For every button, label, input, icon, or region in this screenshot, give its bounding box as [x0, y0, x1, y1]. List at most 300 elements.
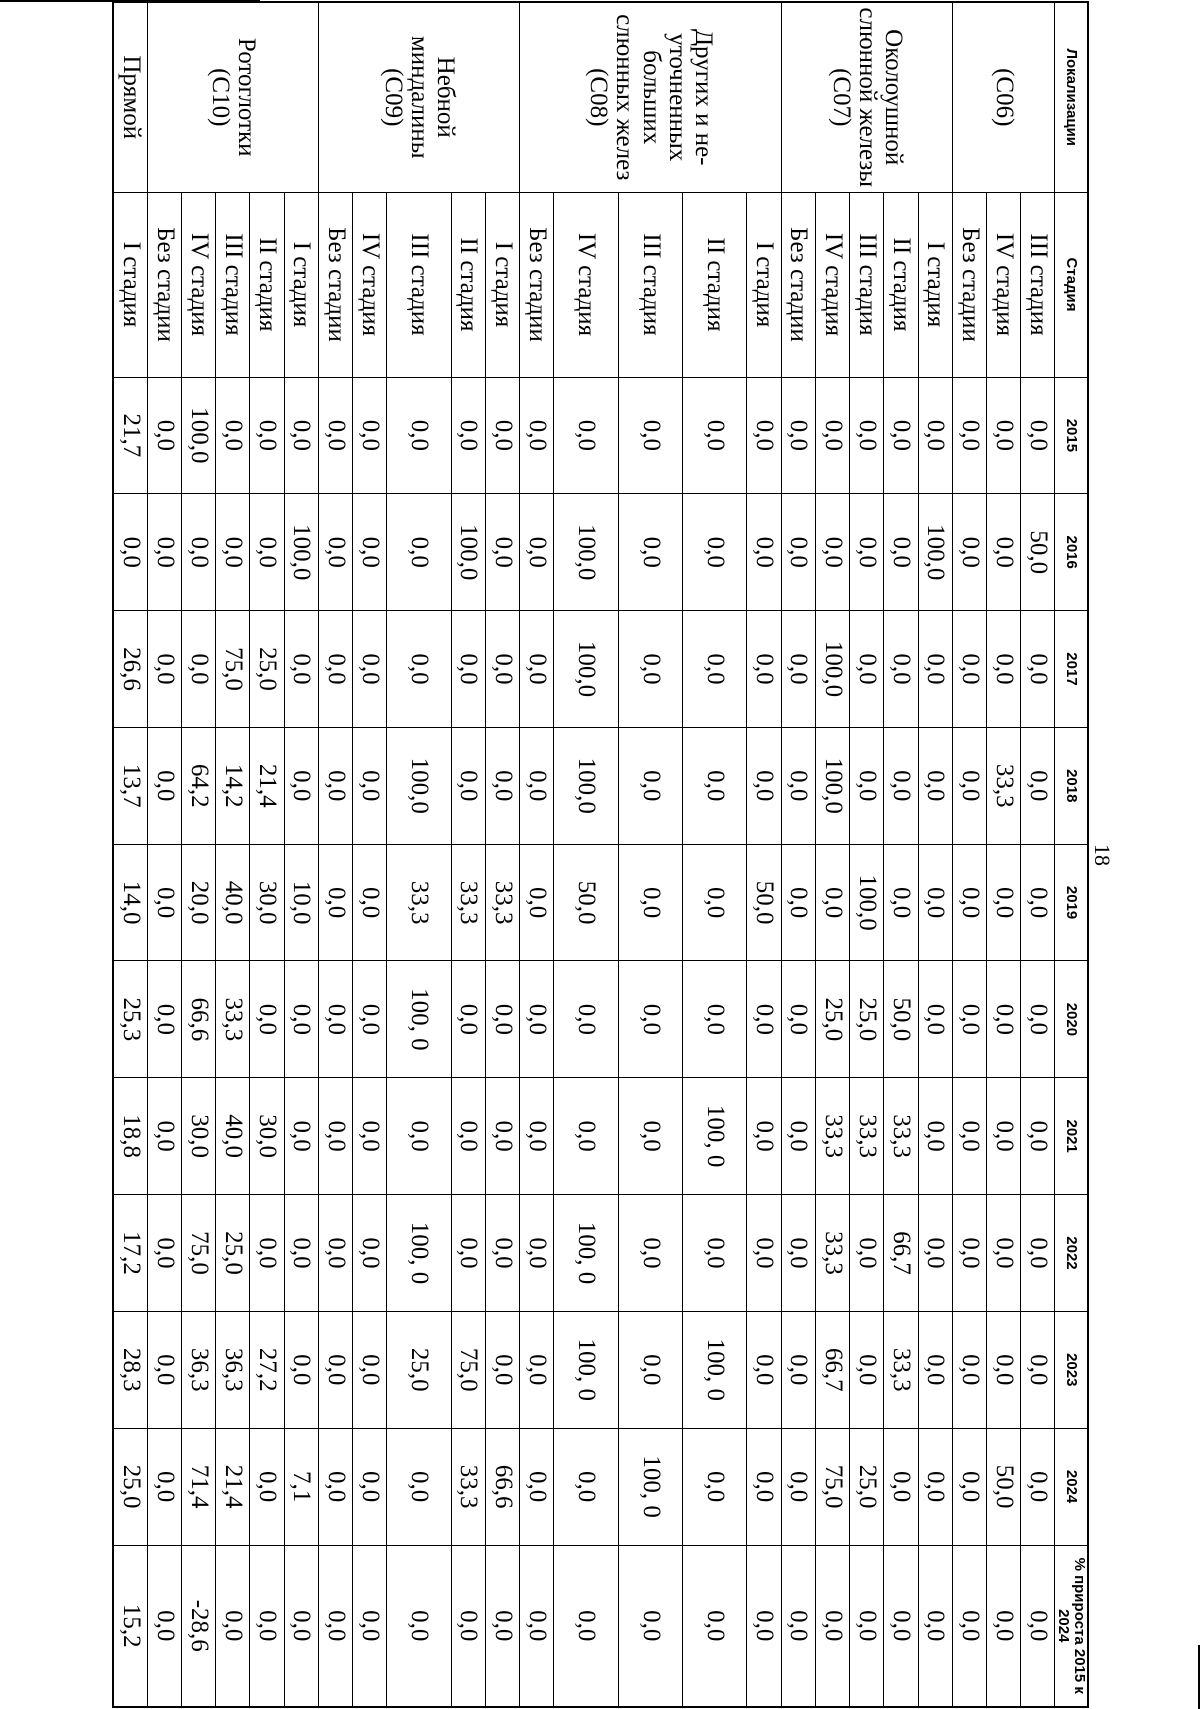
localization-cell: Прямой	[113, 2, 147, 192]
value-cell: 0,0	[1021, 961, 1055, 1078]
localization-cell: Ротоглотки (C10)	[147, 2, 318, 192]
value-cell: 25,3	[113, 961, 147, 1078]
growth-cell: 0,0	[387, 1545, 451, 1707]
value-cell: 0,0	[147, 844, 181, 961]
value-cell: 100,0	[554, 611, 618, 728]
growth-cell: 0,0	[850, 1545, 884, 1707]
stage-cell: Без стадии	[952, 192, 986, 377]
value-cell: 0,0	[952, 1078, 986, 1195]
value-cell: 0,0	[250, 1428, 284, 1545]
value-cell: 75,0	[216, 611, 250, 728]
value-cell: 0,0	[485, 611, 519, 728]
value-cell: 0,0	[987, 961, 1021, 1078]
value-cell: 75,0	[182, 1195, 216, 1312]
value-cell: 30,0	[250, 1078, 284, 1195]
table-row	[113, 2, 147, 1707]
growth-cell: 0,0	[554, 1545, 618, 1707]
value-cell: 0,0	[781, 611, 815, 728]
table-row	[485, 2, 519, 1707]
value-cell: 21,4	[250, 727, 284, 844]
value-cell: 0,0	[284, 377, 318, 494]
value-cell: 0,0	[618, 377, 682, 494]
growth-cell: -28,6	[182, 1545, 216, 1707]
value-cell: 25,0	[113, 1428, 147, 1545]
value-cell: 0,0	[747, 961, 781, 1078]
value-cell: 100,0	[554, 727, 618, 844]
value-cell: 0,0	[815, 844, 849, 961]
growth-cell: 0,0	[216, 1545, 250, 1707]
value-cell: 33,3	[987, 727, 1021, 844]
value-cell: 0,0	[683, 727, 747, 844]
value-cell: 14,0	[113, 844, 147, 961]
value-cell: 0,0	[781, 494, 815, 611]
localization-cell: Небной миндалины (C09)	[318, 2, 519, 192]
value-cell: 0,0	[284, 611, 318, 728]
value-cell: 0,0	[284, 961, 318, 1078]
value-cell: 100,0	[554, 494, 618, 611]
value-cell: 0,0	[747, 377, 781, 494]
value-cell: 0,0	[683, 1195, 747, 1312]
value-cell: 21,4	[216, 1428, 250, 1545]
value-cell: 0,0	[250, 961, 284, 1078]
value-cell: 50,0	[884, 961, 918, 1078]
value-cell: 30,0	[182, 1078, 216, 1195]
value-cell: 33,3	[884, 1311, 918, 1428]
value-cell: 0,0	[987, 1195, 1021, 1312]
value-cell: 20,0	[182, 844, 216, 961]
value-cell: 0,0	[618, 494, 682, 611]
value-cell: 0,0	[451, 377, 485, 494]
stage-cell: III стадия	[216, 192, 250, 377]
value-cell: 100,0	[850, 844, 884, 961]
value-cell: 0,0	[747, 1428, 781, 1545]
header-year: 2024	[1055, 1428, 1088, 1545]
stage-cell: III стадия	[850, 192, 884, 377]
stage-cell: II стадия	[683, 192, 747, 377]
value-cell: 0,0	[952, 377, 986, 494]
header-year: 2022	[1055, 1195, 1088, 1312]
header-year: 2015	[1055, 377, 1088, 494]
value-cell: 0,0	[1021, 1195, 1055, 1312]
value-cell: 100,0	[918, 494, 952, 611]
value-cell: 0,0	[747, 727, 781, 844]
growth-cell: 0,0	[815, 1545, 849, 1707]
value-cell: 100,0	[387, 727, 451, 844]
value-cell: 0,0	[451, 727, 485, 844]
value-cell: 0,0	[520, 961, 554, 1078]
growth-cell: 0,0	[1021, 1545, 1055, 1707]
value-cell: 75,0	[451, 1311, 485, 1428]
value-cell: 0,0	[781, 727, 815, 844]
value-cell: 33,3	[451, 844, 485, 961]
growth-cell: 0,0	[147, 1545, 181, 1707]
value-cell: 0,0	[1021, 1428, 1055, 1545]
value-cell: 71,4	[182, 1428, 216, 1545]
value-cell: 0,0	[485, 1311, 519, 1428]
value-cell: 33,3	[850, 1078, 884, 1195]
value-cell: 0,0	[781, 1428, 815, 1545]
table-row	[216, 2, 250, 1707]
value-cell: 0,0	[683, 611, 747, 728]
value-cell: 50,0	[747, 844, 781, 961]
value-cell: 0,0	[918, 611, 952, 728]
value-cell: 25,0	[387, 1311, 451, 1428]
stage-distribution-table	[112, 1, 1089, 1708]
value-cell: 0,0	[216, 494, 250, 611]
value-cell: 0,0	[747, 1311, 781, 1428]
value-cell: 7,1	[284, 1428, 318, 1545]
stage-cell: III стадия	[387, 192, 451, 377]
value-cell: 0,0	[918, 844, 952, 961]
value-cell: 33,3	[884, 1078, 918, 1195]
table-row	[683, 2, 747, 1707]
value-cell: 100,0	[815, 727, 849, 844]
value-cell: 0,0	[451, 1195, 485, 1312]
header-localization: Локализации	[1055, 2, 1088, 192]
value-cell: 0,0	[884, 611, 918, 728]
value-cell: 0,0	[353, 1428, 387, 1545]
header-year: 2021	[1055, 1078, 1088, 1195]
value-cell: 0,0	[1021, 1311, 1055, 1428]
value-cell: 0,0	[618, 1078, 682, 1195]
value-cell: 13,7	[113, 727, 147, 844]
value-cell: 0,0	[815, 494, 849, 611]
value-cell: 17,2	[113, 1195, 147, 1312]
value-cell: 0,0	[147, 961, 181, 1078]
value-cell: 0,0	[747, 1195, 781, 1312]
stage-cell: Без стадии	[318, 192, 352, 377]
value-cell: 0,0	[485, 377, 519, 494]
value-cell: 0,0	[884, 494, 918, 611]
value-cell: 14,2	[216, 727, 250, 844]
value-cell: 0,0	[520, 377, 554, 494]
table-row	[182, 2, 216, 1707]
stage-cell: I стадия	[113, 192, 147, 377]
value-cell: 64,2	[182, 727, 216, 844]
value-cell: 0,0	[781, 1311, 815, 1428]
value-cell: 25,0	[815, 961, 849, 1078]
value-cell: 25,0	[216, 1195, 250, 1312]
value-cell: 0,0	[353, 611, 387, 728]
value-cell: 33,3	[216, 961, 250, 1078]
value-cell: 0,0	[147, 611, 181, 728]
value-cell: 100, 0	[554, 1195, 618, 1312]
value-cell: 0,0	[520, 1078, 554, 1195]
value-cell: 0,0	[520, 1311, 554, 1428]
value-cell: 28,3	[113, 1311, 147, 1428]
value-cell: 100, 0	[618, 1428, 682, 1545]
value-cell: 0,0	[781, 844, 815, 961]
stage-cell: I стадия	[284, 192, 318, 377]
stage-cell: I стадия	[747, 192, 781, 377]
value-cell: 0,0	[147, 1428, 181, 1545]
value-cell: 0,0	[318, 844, 352, 961]
growth-cell: 0,0	[520, 1545, 554, 1707]
localization-cell: (C06)	[952, 2, 1055, 192]
stage-cell: Без стадии	[147, 192, 181, 377]
value-cell: 0,0	[850, 377, 884, 494]
value-cell: 0,0	[683, 377, 747, 494]
table-row	[451, 2, 485, 1707]
value-cell: 0,0	[850, 611, 884, 728]
value-cell: 0,0	[884, 377, 918, 494]
value-cell: 0,0	[884, 1428, 918, 1545]
stage-cell: III стадия	[618, 192, 682, 377]
table-row	[250, 2, 284, 1707]
stage-cell: II стадия	[884, 192, 918, 377]
stage-cell: II стадия	[451, 192, 485, 377]
table-row	[850, 2, 884, 1707]
growth-cell: 0,0	[747, 1545, 781, 1707]
value-cell: 0,0	[781, 961, 815, 1078]
growth-cell: 0,0	[683, 1545, 747, 1707]
table-row	[284, 2, 318, 1707]
value-cell: 0,0	[387, 1078, 451, 1195]
value-cell: 0,0	[884, 727, 918, 844]
localization-cell: Других и не-уточненных больших слюнных желез (C08)	[520, 2, 781, 192]
value-cell: 66,6	[182, 961, 216, 1078]
value-cell: 0,0	[147, 1195, 181, 1312]
value-cell: 0,0	[520, 844, 554, 961]
value-cell: 0,0	[987, 611, 1021, 728]
value-cell: 0,0	[485, 1195, 519, 1312]
value-cell: 33,3	[815, 1195, 849, 1312]
value-cell: 0,0	[850, 727, 884, 844]
growth-cell: 0,0	[451, 1545, 485, 1707]
value-cell: 0,0	[918, 1078, 952, 1195]
growth-cell: 0,0	[318, 1545, 352, 1707]
value-cell: 0,0	[216, 377, 250, 494]
value-cell: 0,0	[918, 727, 952, 844]
value-cell: 0,0	[250, 494, 284, 611]
value-cell: 0,0	[353, 1078, 387, 1195]
value-cell: 0,0	[147, 1078, 181, 1195]
value-cell: 0,0	[387, 494, 451, 611]
header-row	[1055, 2, 1088, 1707]
value-cell: 0,0	[781, 1195, 815, 1312]
value-cell: 0,0	[747, 1078, 781, 1195]
value-cell: 0,0	[683, 494, 747, 611]
value-cell: 27,2	[250, 1311, 284, 1428]
value-cell: 0,0	[485, 1078, 519, 1195]
value-cell: 40,0	[216, 844, 250, 961]
value-cell: 0,0	[952, 727, 986, 844]
value-cell: 0,0	[554, 1428, 618, 1545]
value-cell: 0,0	[850, 1195, 884, 1312]
growth-cell: 0,0	[618, 1545, 682, 1707]
value-cell: 0,0	[485, 961, 519, 1078]
value-cell: 0,0	[318, 1428, 352, 1545]
stage-cell: I стадия	[918, 192, 952, 377]
value-cell: 26,6	[113, 611, 147, 728]
value-cell: 10,0	[284, 844, 318, 961]
table-row	[353, 2, 387, 1707]
value-cell: 0,0	[250, 1195, 284, 1312]
growth-cell: 0,0	[918, 1545, 952, 1707]
value-cell: 33,3	[485, 844, 519, 961]
value-cell: 0,0	[618, 844, 682, 961]
value-cell: 0,0	[318, 611, 352, 728]
value-cell: 100, 0	[683, 1078, 747, 1195]
value-cell: 0,0	[683, 844, 747, 961]
value-cell: 25,0	[850, 961, 884, 1078]
value-cell: 0,0	[353, 1311, 387, 1428]
value-cell: 0,0	[918, 1428, 952, 1545]
value-cell: 0,0	[918, 1311, 952, 1428]
table-row	[1021, 2, 1055, 1707]
stage-cell: IV стадия	[182, 192, 216, 377]
value-cell: 0,0	[284, 1311, 318, 1428]
value-cell: 0,0	[387, 611, 451, 728]
value-cell: 0,0	[952, 1311, 986, 1428]
stage-cell: IV стадия	[554, 192, 618, 377]
value-cell: 0,0	[952, 611, 986, 728]
value-cell: 0,0	[781, 1078, 815, 1195]
value-cell: 0,0	[850, 494, 884, 611]
stage-cell: Без стадии	[520, 192, 554, 377]
value-cell: 100,0	[182, 377, 216, 494]
value-cell: 0,0	[520, 1428, 554, 1545]
value-cell: 0,0	[815, 377, 849, 494]
value-cell: 75,0	[815, 1428, 849, 1545]
value-cell: 0,0	[683, 1428, 747, 1545]
table-row	[618, 2, 682, 1707]
rotated-table-container	[112, 1, 1089, 1708]
value-cell: 0,0	[147, 727, 181, 844]
growth-cell: 0,0	[781, 1545, 815, 1707]
value-cell: 36,3	[216, 1311, 250, 1428]
table-row	[918, 2, 952, 1707]
value-cell: 0,0	[520, 611, 554, 728]
value-cell: 0,0	[918, 1195, 952, 1312]
table-row	[520, 2, 554, 1707]
value-cell: 0,0	[353, 961, 387, 1078]
stage-cell: IV стадия	[815, 192, 849, 377]
value-cell: 0,0	[1021, 727, 1055, 844]
value-cell: 0,0	[318, 727, 352, 844]
value-cell: 33,3	[387, 844, 451, 961]
value-cell: 0,0	[1021, 844, 1055, 961]
value-cell: 0,0	[520, 1195, 554, 1312]
value-cell: 100, 0	[554, 1311, 618, 1428]
value-cell: 21,7	[113, 377, 147, 494]
value-cell: 0,0	[353, 377, 387, 494]
table-row	[147, 2, 181, 1707]
value-cell: 50,0	[554, 844, 618, 961]
value-cell: 0,0	[747, 494, 781, 611]
value-cell: 0,0	[485, 727, 519, 844]
value-cell: 0,0	[781, 377, 815, 494]
value-cell: 33,3	[451, 1428, 485, 1545]
value-cell: 0,0	[284, 727, 318, 844]
table-row	[387, 2, 451, 1707]
value-cell: 50,0	[1021, 494, 1055, 611]
header-year: 2017	[1055, 611, 1088, 728]
value-cell: 0,0	[952, 1428, 986, 1545]
value-cell: 0,0	[451, 1078, 485, 1195]
growth-cell: 0,0	[284, 1545, 318, 1707]
value-cell: 40,0	[216, 1078, 250, 1195]
value-cell: 0,0	[250, 377, 284, 494]
growth-cell: 15,2	[113, 1545, 147, 1707]
value-cell: 0,0	[884, 844, 918, 961]
value-cell: 0,0	[554, 961, 618, 1078]
value-cell: 0,0	[353, 1195, 387, 1312]
value-cell: 30,0	[250, 844, 284, 961]
localization-cell: Околоушной слюнной железы (C07)	[781, 2, 952, 192]
value-cell: 18,8	[113, 1078, 147, 1195]
value-cell: 0,0	[1021, 377, 1055, 494]
value-cell: 0,0	[987, 844, 1021, 961]
value-cell: 0,0	[554, 1078, 618, 1195]
value-cell: 100, 0	[387, 1195, 451, 1312]
growth-cell: 0,0	[952, 1545, 986, 1707]
header-year: 2016	[1055, 494, 1088, 611]
value-cell: 0,0	[618, 727, 682, 844]
header-year: 2020	[1055, 961, 1088, 1078]
value-cell: 0,0	[554, 377, 618, 494]
value-cell: 0,0	[485, 494, 519, 611]
growth-cell: 0,0	[987, 1545, 1021, 1707]
value-cell: 0,0	[318, 377, 352, 494]
value-cell: 0,0	[353, 494, 387, 611]
value-cell: 100, 0	[387, 961, 451, 1078]
value-cell: 0,0	[451, 611, 485, 728]
value-cell: 0,0	[952, 961, 986, 1078]
value-cell: 0,0	[747, 611, 781, 728]
value-cell: 0,0	[284, 1078, 318, 1195]
table-row	[987, 2, 1021, 1707]
table-row	[554, 2, 618, 1707]
value-cell: 25,0	[850, 1428, 884, 1545]
value-cell: 0,0	[987, 494, 1021, 611]
value-cell: 100,0	[284, 494, 318, 611]
value-cell: 0,0	[987, 1078, 1021, 1195]
value-cell: 25,0	[250, 611, 284, 728]
growth-cell: 0,0	[250, 1545, 284, 1707]
growth-cell: 0,0	[485, 1545, 519, 1707]
stage-cell: I стадия	[485, 192, 519, 377]
value-cell: 0,0	[1021, 1078, 1055, 1195]
value-cell: 0,0	[182, 494, 216, 611]
stage-cell: Без стадии	[781, 192, 815, 377]
value-cell: 0,0	[182, 611, 216, 728]
value-cell: 0,0	[1021, 611, 1055, 728]
growth-cell: 0,0	[884, 1545, 918, 1707]
value-cell: 0,0	[147, 494, 181, 611]
header-year: 2019	[1055, 844, 1088, 961]
value-cell: 0,0	[918, 961, 952, 1078]
table-row	[318, 2, 352, 1707]
table-row	[747, 2, 781, 1707]
stage-cell: III стадия	[1021, 192, 1055, 377]
value-cell: 0,0	[850, 1311, 884, 1428]
header-growth: % прироста 2015 к 2024	[1055, 1545, 1088, 1707]
table-row	[952, 2, 986, 1707]
value-cell: 0,0	[952, 494, 986, 611]
stage-cell: II стадия	[250, 192, 284, 377]
table-row	[781, 2, 815, 1707]
value-cell: 0,0	[318, 494, 352, 611]
value-cell: 0,0	[147, 1311, 181, 1428]
value-cell: 33,3	[815, 1078, 849, 1195]
value-cell: 0,0	[618, 1311, 682, 1428]
value-cell: 0,0	[618, 1195, 682, 1312]
value-cell: 0,0	[451, 961, 485, 1078]
value-cell: 100,0	[815, 611, 849, 728]
header-stage: Стадия	[1055, 192, 1088, 377]
value-cell: 0,0	[618, 961, 682, 1078]
